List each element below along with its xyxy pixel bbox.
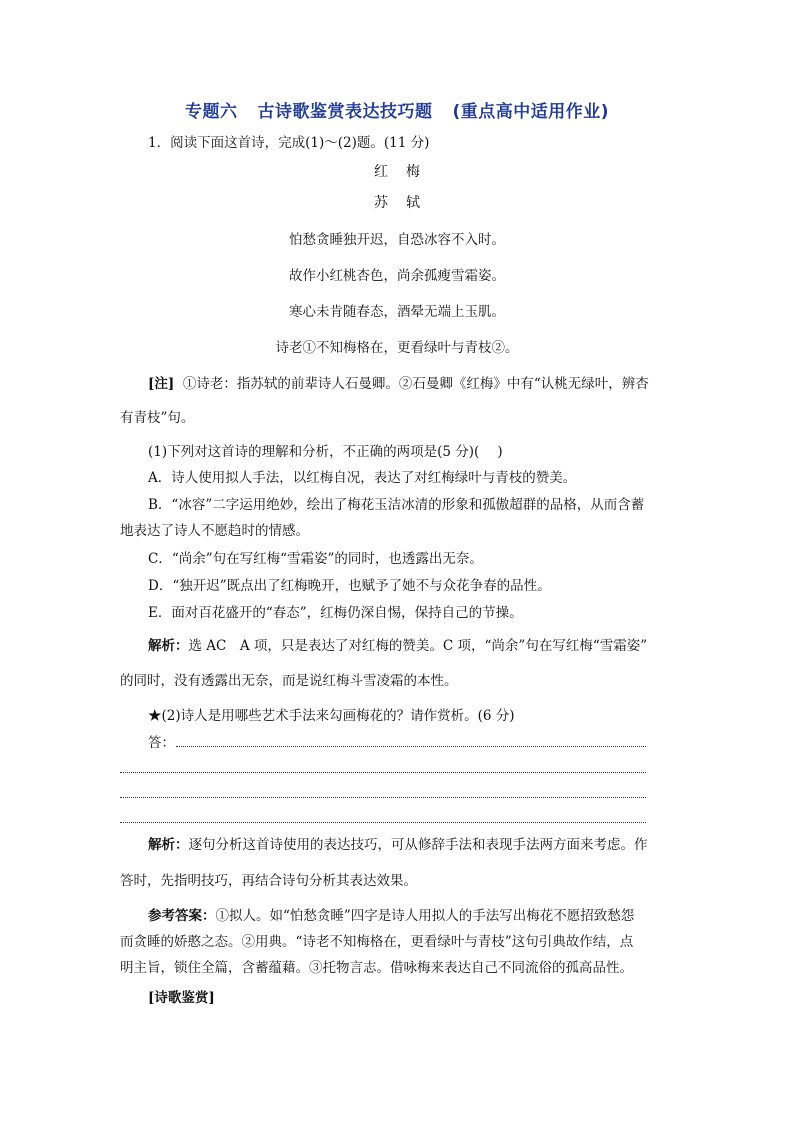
sub-question-2-stem: ★(2)诗人是用哪些艺术手法来勾画梅花的？请作赏析。(6 分) xyxy=(148,708,515,724)
note-text: ①诗老：指苏轼的前辈诗人石曼卿。②石曼卿《红梅》中有“认桃无绿叶，辨杏 xyxy=(182,376,649,392)
poem-note-cont: 有青枝”句。 xyxy=(120,410,195,426)
title-level: (重点高中适用作业) xyxy=(452,102,610,122)
analysis-label: 解析： xyxy=(148,837,189,853)
analysis-2-cont: 答时，先指明技巧，再结合诗句分析其表达效果。 xyxy=(120,873,417,889)
reference-answer: 参考答案：①拟人。如“怕愁贪睡”四字是诗人用拟人的手法写出梅花不愿招致愁怨 xyxy=(148,908,635,924)
poem-title: 红 梅 xyxy=(374,164,420,180)
note-label: [注] xyxy=(148,376,175,392)
page-title xyxy=(0,97,794,122)
title-subject: 古诗歌鉴赏表达技巧题 xyxy=(257,102,433,122)
poem-author: 苏 轼 xyxy=(374,195,420,211)
analysis-label: 解析： xyxy=(148,638,189,654)
poem-line: 寒心未肯随春态，酒晕无端上玉肌。 xyxy=(289,304,505,320)
analysis-1-cont: 的同时，没有透露出无奈，而是说红梅斗雪凌霜的本性。 xyxy=(120,673,458,689)
answer-line[interactable] xyxy=(120,822,646,823)
section-label: [诗歌鉴赏] xyxy=(148,990,215,1006)
analysis-1: 解析：选 AC A 项，只是表达了对红梅的赞美。C 项，“尚余”句在写红梅“雪霜姿” xyxy=(148,638,648,654)
option-b: B．“冰容”二字运用绝妙，绘出了梅花玉洁冰清的形象和孤傲超群的品格，从而含蓄 xyxy=(148,497,645,513)
poem-note xyxy=(148,374,649,394)
answer-line[interactable] xyxy=(120,797,646,798)
option-a: A．诗人使用拟人手法，以红梅自况，表达了对红梅绿叶与青枝的赞美。 xyxy=(148,470,577,486)
answer-line[interactable] xyxy=(176,746,646,747)
analysis-2: 解析：逐句分析这首诗使用的表达技巧，可从修辞手法和表现手法两方面来考虑。作 xyxy=(148,837,648,853)
answer-line[interactable] xyxy=(120,772,646,773)
reference-label: 参考答案： xyxy=(148,908,216,924)
reference-answer-cont: 明主旨，锁住全篇，含蓄蕴藉。③托物言志。借咏梅来表达自己不同流俗的孤高品性。 xyxy=(120,960,633,976)
option-d: D．“独开迟”既点出了红梅晚开，也赋予了她不与众花争春的品性。 xyxy=(148,578,551,594)
question-1-prompt: 1．阅读下面这首诗，完成(1)～(2)题。(11 分) xyxy=(148,135,430,151)
option-c: C．“尚余”句在写红梅“雪霜姿”的同时，也透露出无奈。 xyxy=(148,551,483,567)
poem-line: 诗老①不知梅格在，更看绿叶与青枝②。 xyxy=(275,340,519,356)
title-topic: 专题六 xyxy=(184,102,238,122)
option-e: E．面对百花盛开的“春态”，红梅仍深自惕，保持自己的节操。 xyxy=(148,605,523,621)
sub-question-1-stem: (1)下列对这首诗的理解和分析，不正确的两项是(5 分)( ) xyxy=(148,444,503,460)
answer-label: 答： xyxy=(148,735,175,751)
reference-answer-cont: 而贪睡的娇憨之态。②用典。“诗老不知梅格在，更看绿叶与青枝”这句引典故作结，点 xyxy=(120,934,634,950)
option-b-cont: 地表达了诗人不愿趋时的情感。 xyxy=(120,523,309,539)
poem-line: 怕愁贪睡独开迟，自恐冰容不入时。 xyxy=(289,232,505,248)
poem-line: 故作小红桃杏色，尚余孤瘦雪霜姿。 xyxy=(289,268,505,284)
